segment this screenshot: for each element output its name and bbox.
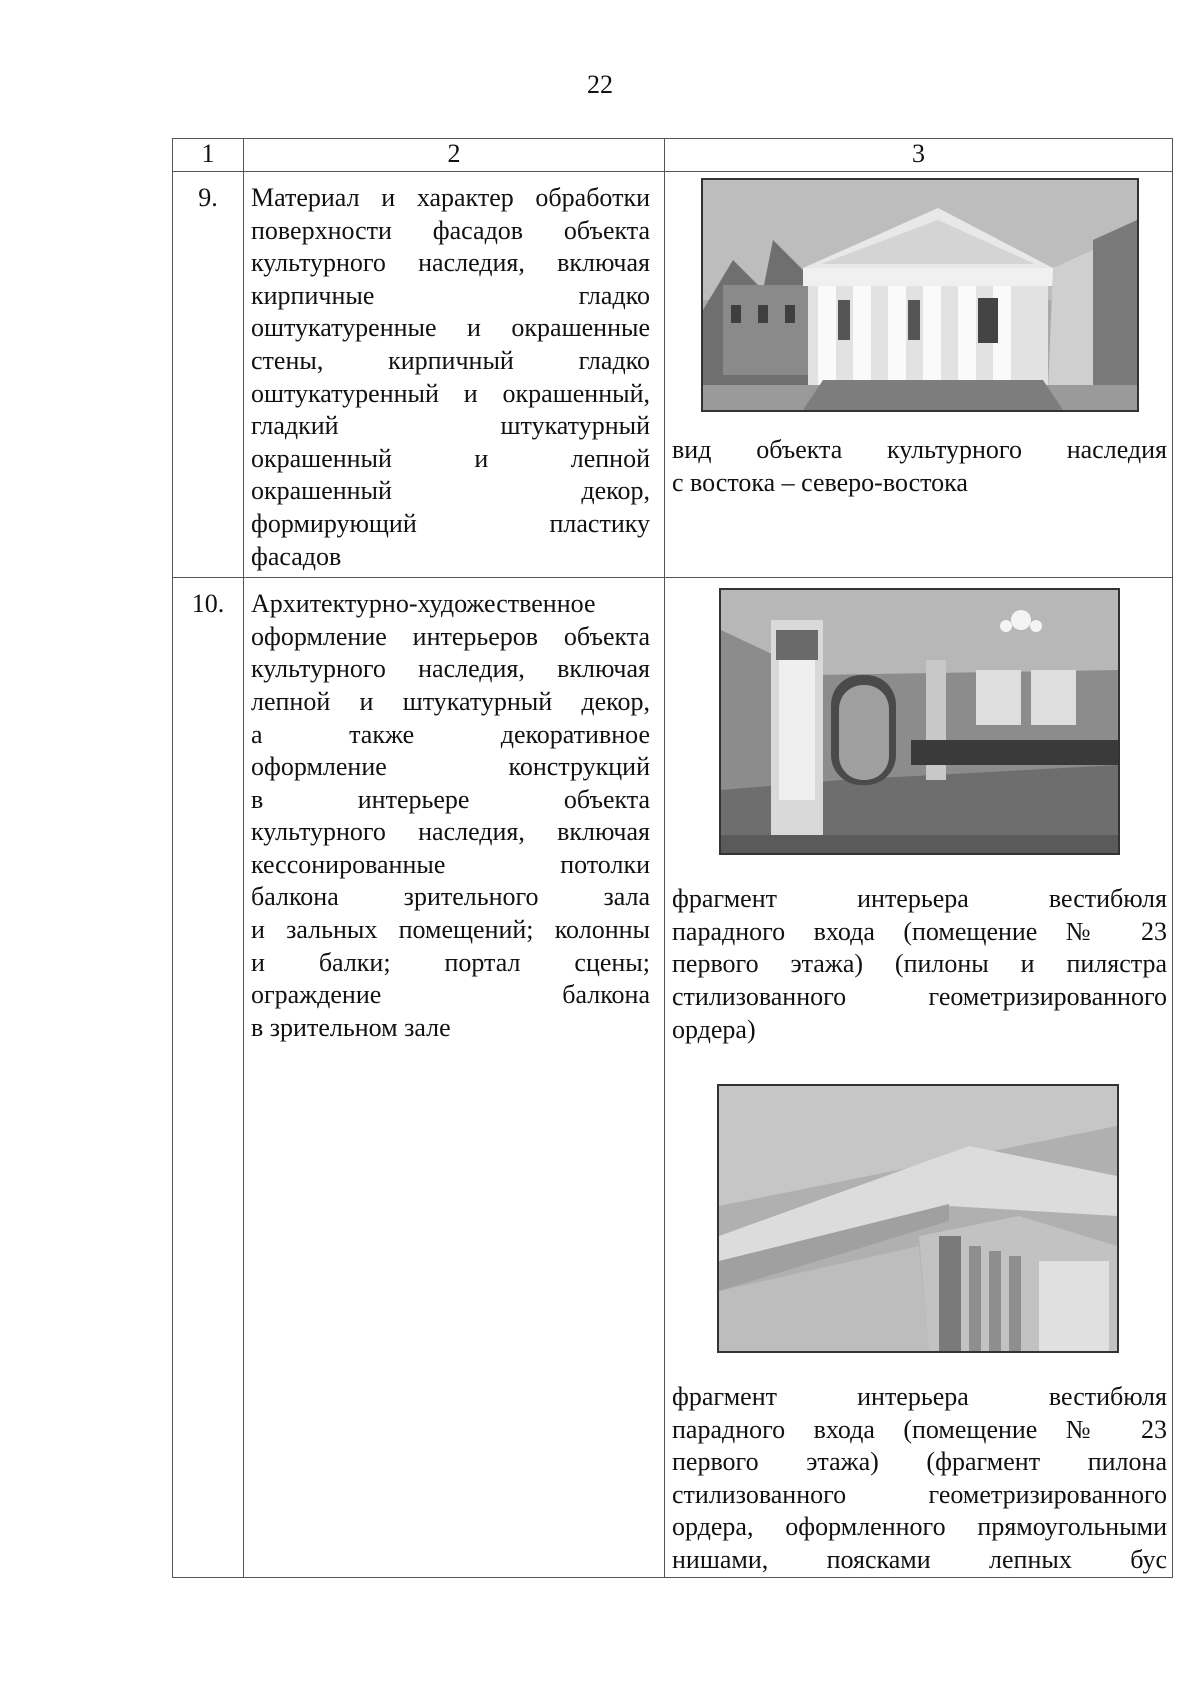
desc-line: оформление конструкций: [251, 752, 650, 782]
desc-line: окрашенный и лепной: [251, 443, 650, 473]
desc-line: балкона зрительного зала: [251, 882, 650, 912]
desc-line: Архитектурно-художественное: [251, 589, 596, 619]
table-row: [173, 578, 1173, 1578]
page-number: 22: [587, 70, 613, 99]
column-header-3: 3: [665, 139, 1173, 172]
row-number: 10.: [173, 578, 244, 1578]
desc-line: в интерьере объекта: [251, 784, 650, 814]
facade-photo: [701, 178, 1139, 412]
caption-line: стилизованного геометризированного: [672, 981, 1167, 1011]
caption-line: ордера, оформленного прямоугольными: [672, 1512, 1167, 1542]
desc-line: оштукатуренные и окрашенные: [251, 313, 650, 343]
desc-line: гладкий штукатурный: [251, 411, 650, 441]
caption-line: стилизованного геометризированного: [672, 1479, 1167, 1509]
caption-line: первого этажа) (пилоны и пилястра: [672, 949, 1167, 979]
desc-line: Материал и характер обработки: [251, 183, 650, 212]
desc-line: ограждение балкона: [251, 980, 650, 1010]
row-number: 9.: [173, 172, 244, 578]
desc-line: в зрительном зале: [251, 1012, 451, 1042]
row-description: [244, 578, 665, 1578]
desc-line: культурного наследия, включая: [251, 248, 650, 278]
caption-line: первого этажа) (фрагмент пилона: [672, 1447, 1167, 1477]
caption-line: вид объекта культурного наследия: [672, 435, 1167, 464]
pylon-fragment-photo: [717, 1084, 1119, 1353]
facade-photo-drawing: [703, 180, 1137, 410]
heritage-table: [172, 138, 1173, 1578]
caption-line: парадного входа (помещение № 23: [672, 1414, 1167, 1444]
row-description: [244, 172, 665, 578]
desc-line: оштукатуренный и окрашенный,: [251, 378, 650, 408]
vestibule-pylons-photo: [719, 588, 1120, 855]
desc-line: и балки; портал сцены;: [251, 947, 650, 977]
caption-line: фрагмент интерьера вестибюля: [672, 884, 1167, 914]
desc-line: и зальных помещений; колонны: [251, 915, 650, 945]
desc-line: стены, кирпичный гладко: [251, 345, 650, 375]
desc-line: окрашенный декор,: [251, 476, 650, 506]
desc-line: лепной и штукатурный декор,: [251, 686, 650, 716]
caption-line: ордера): [672, 1014, 756, 1044]
caption-line: фрагмент интерьера вестибюля: [672, 1382, 1167, 1412]
caption-line: с востока – северо-востока: [672, 467, 968, 497]
desc-line: культурного наследия, включая: [251, 817, 650, 847]
vestibule-pylons-drawing: [721, 590, 1118, 853]
pylon-fragment-drawing: [719, 1086, 1117, 1351]
column-header-2: 2: [244, 139, 665, 172]
desc-line: кессонированные потолки: [251, 849, 650, 879]
table-header-row: [173, 139, 1173, 172]
caption-line: нишами, поясками лепных бус: [672, 1545, 1167, 1575]
caption-line: парадного входа (помещение № 23: [672, 916, 1167, 946]
desc-line: а также декоративное: [251, 719, 650, 749]
column-header-1: 1: [173, 139, 244, 172]
desc-line: фасадов: [251, 541, 342, 571]
table-row: [173, 172, 1173, 578]
desc-line: оформление интерьеров объекта: [251, 621, 650, 651]
desc-line: формирующий пластику: [251, 508, 650, 538]
desc-line: кирпичные гладко: [251, 280, 650, 310]
desc-line: культурного наследия, включая: [251, 654, 650, 684]
desc-line: поверхности фасадов объекта: [251, 215, 650, 245]
row-illustrations: [665, 172, 1173, 578]
row-illustrations: [665, 578, 1173, 1578]
